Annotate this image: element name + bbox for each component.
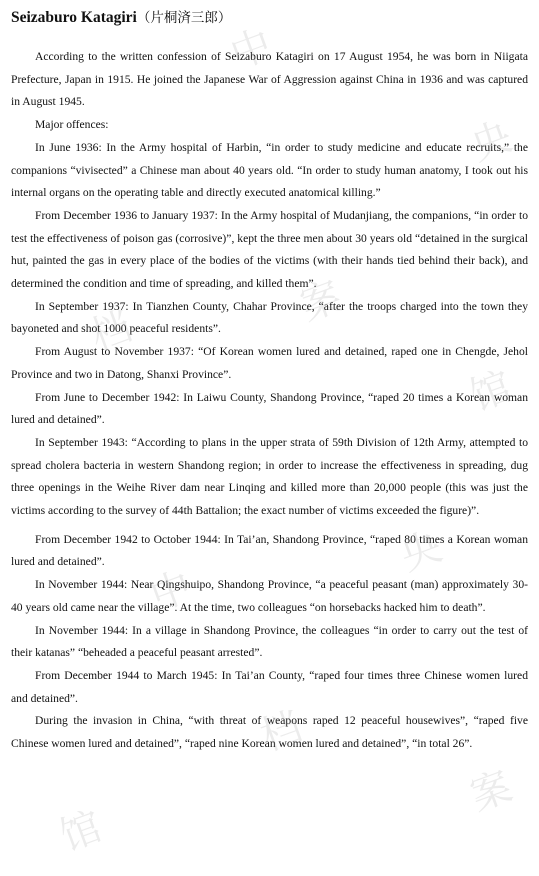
watermark-glyph: 中 [144, 563, 198, 621]
paragraph-offence-summary: During the invasion in China, “with threat of weapons raped 12 peaceful housewives”, “raped five Chinese women lured and detained”, “raped nine Korean women lured and detained”, “in total 26”. [11, 714, 528, 751]
paragraph-offence-6: In September 1943: “According to plans in the upper strata of 59th Division of 12th Army, attempted to spread cholera bacteria in western Shandong region; in order to increase the effectiveness in spreading, dug three openings in the Weihe River dam near Linqing and killed more than 20,000 people (this was just the victims according to the survey of 44th Battalion; the exact number of victims exceeded the figure)”. [11, 435, 528, 518]
watermark-glyph: 馆 [464, 363, 518, 421]
paragraph-offence-10: From December 1944 to March 1945: In Tai’an County, “raped four times three Chinese women lured and detained”. [11, 668, 528, 705]
paragraph-offence-3: In September 1937: In Tianzhen County, Chahar Province, “after the troops charged into the town they bayoneted and shot 1000 peaceful residents”. [11, 299, 528, 336]
title-name: Seizaburo Katagiri [11, 9, 137, 26]
watermark-glyph: 央 [394, 523, 448, 581]
paragraph-offence-7: From December 1942 to October 1944: In Tai’an, Shandong Province, “raped 80 times a Korean woman lured and detained”. [11, 532, 528, 569]
watermark-glyph: 央 [464, 113, 518, 171]
title-cjk-name: （片桐済三郎） [136, 10, 232, 26]
watermark-glyph: 档 [254, 703, 308, 761]
watermark-glyph: 档 [84, 303, 138, 361]
paragraph-offence-9: In November 1944: In a village in Shandong Province, the colleagues “in order to carry out the test of their katanas” “beheaded a peaceful peasant arrested”. [11, 623, 528, 660]
watermark-glyph: 案 [464, 763, 518, 821]
watermark-glyph: 中 [224, 21, 278, 79]
paragraph-offence-5: From June to December 1942: In Laiwu County, Shandong Province, “raped 20 times a Korean woman lured and detained”. [11, 390, 528, 427]
paragraph-offence-2: From December 1936 to January 1937: In the Army hospital of Mudanjiang, the companions, “in order to test the effectiveness of poison gas (corrosive)”, kept the three men about 30 years old “detained in the surgical hut, painted the gas in every place of the bodies of the victims (with their hands tied behind their back), and determined the condition and time of spreading, and killed them”. [11, 208, 528, 291]
page-title [11, 6, 528, 30]
paragraph-major-offences-heading: Major offences: [35, 118, 109, 132]
paragraph-offence-8: In November 1944: Near Qingshuipo, Shandong Province, “a peaceful peasant (man) approximately 30-40 years old came near the village”. At the time, two colleagues “on horsebacks hacked him to death”. [11, 578, 528, 614]
paragraph-offence-4: From August to November 1937: “Of Korean women lured and detained, raped one in Chengde, Jehol Province and two in Datong, Shanxi Province”. [11, 345, 528, 381]
paragraph-intro: According to the written confession of Seizaburo Katagiri on 17 August 1954, he was born in Niigata Prefecture, Japan in 1915. He joined the Japanese War of Aggression against China in 1936 and was captured in August 1945. [11, 50, 528, 109]
paragraph-offence-1: In June 1936: In the Army hospital of Harbin, “in order to study medicine and educate recruits,” the companions “vivisected” a Chinese man about 40 years old. “In order to study human anatomy, I took out his internal organs on the operating table and directly executed anatomical killing.” [11, 140, 528, 200]
watermark-glyph: 馆 [54, 803, 108, 861]
watermark-glyph: 案 [294, 273, 348, 331]
